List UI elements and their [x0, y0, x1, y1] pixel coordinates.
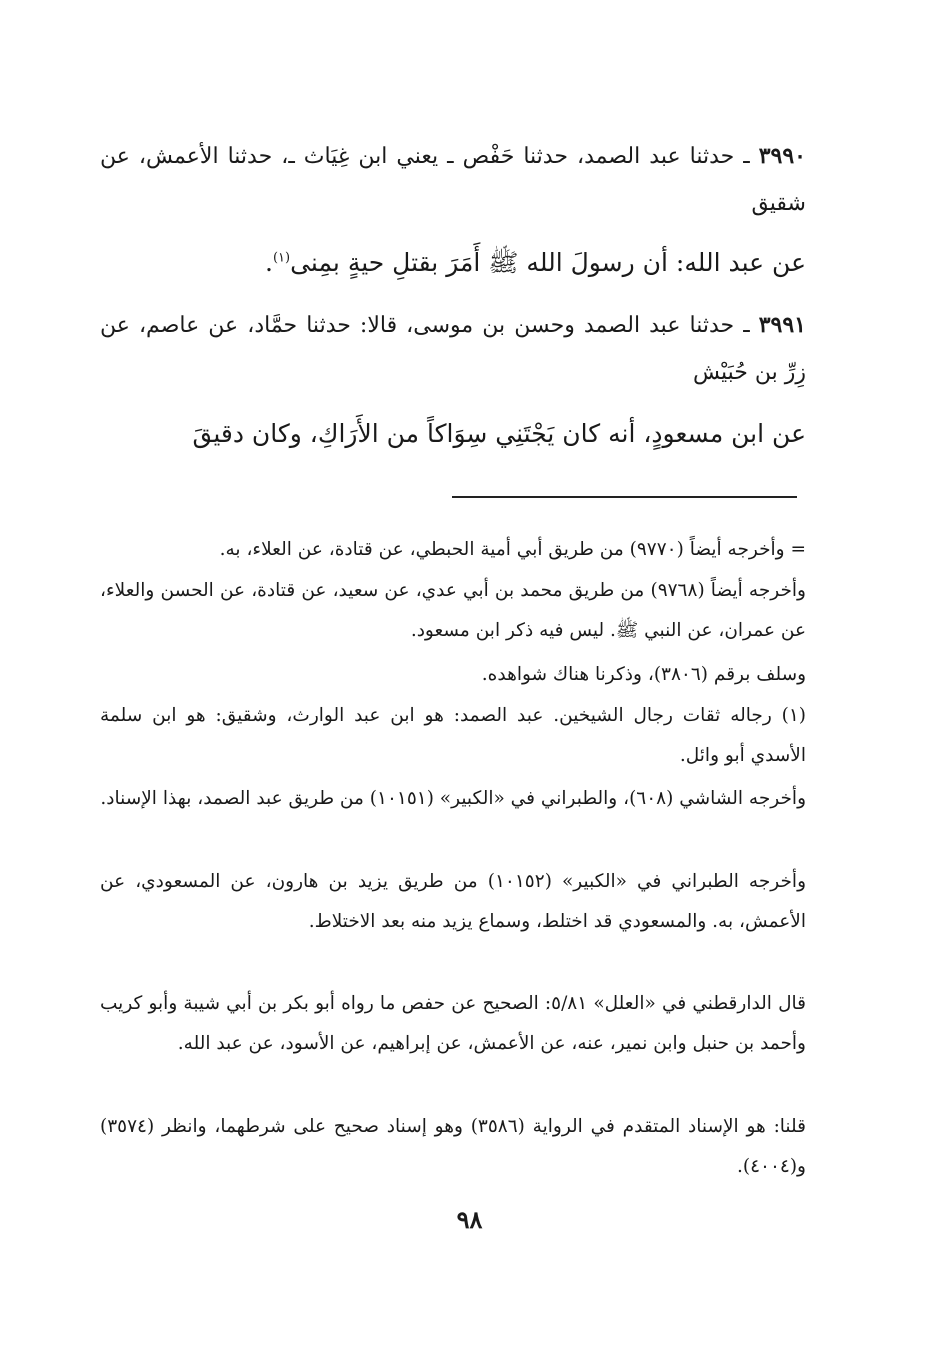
hadith-number: ٣٩٩٠ — [758, 143, 806, 169]
matn-end: . — [264, 248, 273, 277]
footnote-paragraph: قال الدارقطني في «العلل» ٥/٨١: الصحيح عن حفص ما رواه أبو بكر بن أبي شيبة وأبو كريب وأحمد بن حنبل وابن نمير، عنه، عن الأعمش، عن إبراهيم، عن الأسود، عن عبد الله. — [100, 993, 807, 1054]
footnote-paragraph: وأخرجه أيضاً (٩٧٦٨) من طريق محمد بن أبي عدي، عن سعيد، عن قتادة، عن الحسن والعلاء، عن عمران، عن النبي ﷺ. ليس فيه ذكر ابن مسعود. — [100, 580, 806, 641]
footnote-paragraph: (١) رجاله ثقات رجال الشيخين. عبد الصمد: هو ابن عبد الوارث، وشقيق: هو ابن سلمة الأسدي أبو وائل. — [100, 705, 806, 766]
footnote-paragraph: = وأخرجه أيضاً (٩٧٧٠) من طريق أبي أمية الحبطي، عن قتادة، عن العلاء، به. — [219, 539, 806, 560]
hadith-3991-matn — [100, 414, 806, 454]
matn-text: عن ابن مسعودٍ، أنه كان يَجْتَنِي سِوَاكاً من الأَرَاكِ، وكان دقيقَ — [192, 419, 806, 448]
hadith-3990-matn — [100, 243, 806, 283]
footnote-divider — [452, 496, 797, 498]
footnote-paragraph: وسلف برقم (٣٨٠٦)، وذكرنا هناك شواهده. — [481, 664, 806, 685]
hadith-number: ٣٩٩١ — [758, 312, 806, 338]
footnote-ref: (١) — [272, 250, 291, 266]
footnote-paragraph: وأخرجه الطبراني في «الكبير» (١٠١٥٢) من طريق يزيد بن هارون، عن المسعودي، عن الأعمش، به. والمسعودي قد اختلط، وسماع يزيد منه بعد الاختلاط. — [100, 871, 807, 932]
page-number: ٩٨ — [456, 1205, 483, 1234]
hadith-3991-isnad — [100, 302, 806, 396]
isnad-text: ـ حدثنا عبد الصمد، حدثنا حَفْص ـ يعني ابن غِيَاث ـ، حدثنا الأعمش، عن شقيق — [100, 144, 806, 216]
matn-text: عن عبد الله: أن رسولَ الله ﷺ أَمَرَ بقتلِ حيةٍ بمِنى — [290, 248, 806, 277]
footnote-paragraph: قلنا: هو الإسناد المتقدم في الرواية (٣٥٨٦) وهو إسناد صحيح على شرطهما، وانظر (٣٥٧٤) و(٤٠٠٤). — [100, 1116, 806, 1177]
isnad-text: ـ حدثنا عبد الصمد وحسن بن موسى، قالا: حدثنا حمَّاد، عن عاصم، عن زِرِّ بن حُبَيْش — [100, 313, 806, 385]
hadith-3990-isnad — [100, 133, 806, 227]
footnote-paragraph: وأخرجه الشاشي (٦٠٨)، والطبراني في «الكبير» (١٠١٥١) من طريق عبد الصمد، بهذا الإسناد. — [100, 788, 806, 809]
